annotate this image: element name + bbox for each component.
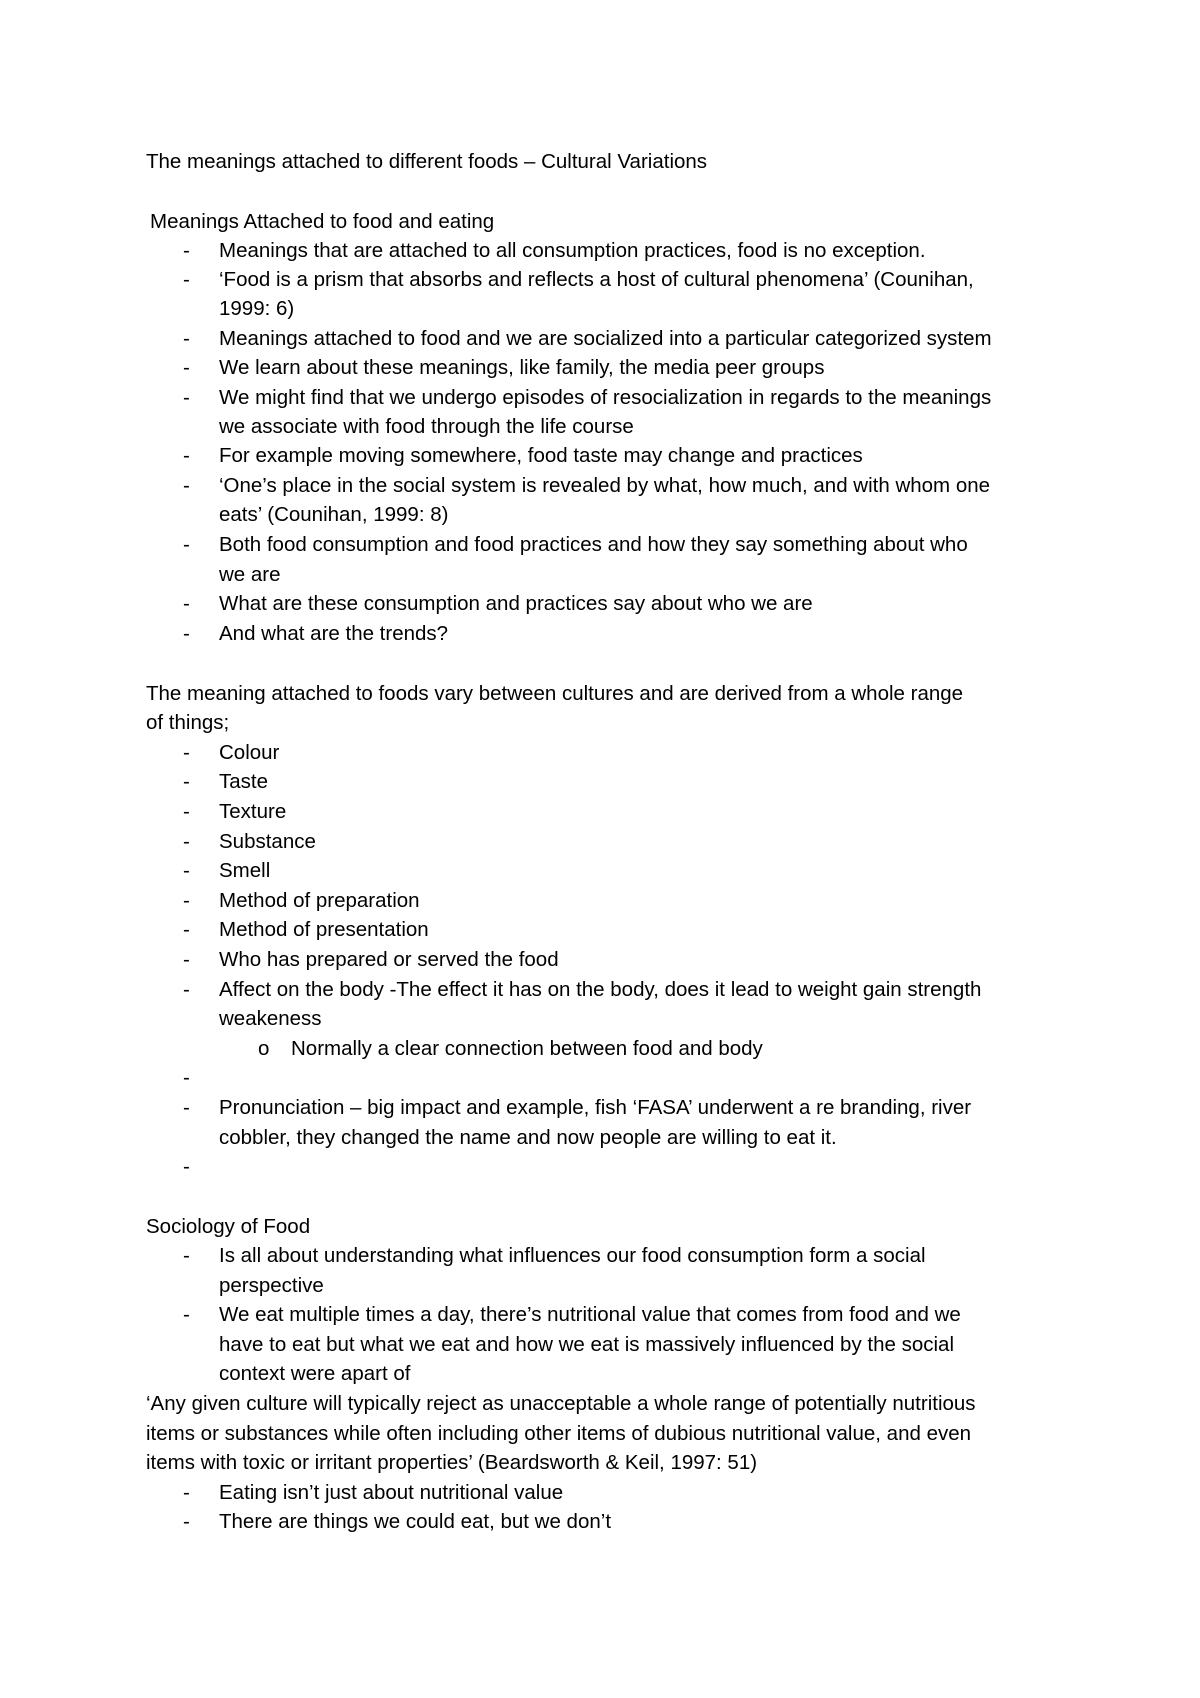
list-item-text: context were apart of <box>219 1362 411 1385</box>
dash-bullet: - <box>183 948 190 971</box>
dash-bullet: - <box>183 1155 190 1178</box>
list-item-text: For example moving somewhere, food taste may change and practices <box>219 444 863 467</box>
dash-bullet: - <box>183 830 190 853</box>
list-item-text: Pronunciation – big impact and example, fish ‘FASA’ underwent a re branding, river <box>219 1096 972 1119</box>
list-item-text: Smell <box>219 859 271 882</box>
list-item-text: Texture <box>219 800 287 823</box>
paragraph-line: of things; <box>146 711 230 734</box>
list-item-text: perspective <box>219 1274 324 1297</box>
list-item-text: 1999: 6) <box>219 297 295 320</box>
dash-bullet: - <box>183 800 190 823</box>
list-item-text: And what are the trends? <box>219 622 449 645</box>
dash-bullet: - <box>183 741 190 764</box>
dash-bullet: - <box>183 1096 190 1119</box>
list-item-text: Taste <box>219 770 268 793</box>
dash-bullet: - <box>183 1244 190 1267</box>
dash-bullet: - <box>183 386 190 409</box>
list-item-text: Method of presentation <box>219 918 429 941</box>
list-item-text: have to eat but what we eat and how we eat is massively influenced by the social <box>219 1333 955 1356</box>
list-item-text: Substance <box>219 830 316 853</box>
dash-bullet: - <box>183 533 190 556</box>
list-item-text: Who has prepared or served the food <box>219 948 559 971</box>
list-item-text: ‘Food is a prism that absorbs and reflects a host of cultural phenomena’ (Counihan, <box>219 268 974 291</box>
list-item-text: Method of preparation <box>219 889 420 912</box>
dash-bullet: - <box>183 444 190 467</box>
list-item-text: We learn about these meanings, like family, the media peer groups <box>219 356 825 379</box>
dash-bullet: - <box>183 268 190 291</box>
list-item-text: cobbler, they changed the name and now people are willing to eat it. <box>219 1126 837 1149</box>
dash-bullet: - <box>183 978 190 1001</box>
list-item-text: Is all about understanding what influences our food consumption form a social <box>219 1244 926 1267</box>
dash-bullet: - <box>183 327 190 350</box>
list-item-text: Meanings that are attached to all consumption practices, food is no exception. <box>219 239 926 262</box>
list-item-text: What are these consumption and practices say about who we are <box>219 592 813 615</box>
list-item-text: Meanings attached to food and we are socialized into a particular categorized system <box>219 327 992 350</box>
dash-bullet: - <box>183 622 190 645</box>
dash-bullet: - <box>183 239 190 262</box>
section-heading-sociology: Sociology of Food <box>146 1215 311 1238</box>
dash-bullet: - <box>183 1066 190 1089</box>
dash-bullet: - <box>183 474 190 497</box>
dash-bullet: - <box>183 1510 190 1533</box>
list-item-text: Both food consumption and food practices and how they say something about who <box>219 533 968 556</box>
dash-bullet: - <box>183 1303 190 1326</box>
list-item-text: we associate with food through the life course <box>219 415 634 438</box>
quote-line: items with toxic or irritant properties’ (Beardsworth & Keil, 1997: 51) <box>146 1451 758 1474</box>
list-item-text: We eat multiple times a day, there’s nutritional value that comes from food and we <box>219 1303 961 1326</box>
dash-bullet: - <box>183 356 190 379</box>
section-heading-meanings: Meanings Attached to food and eating <box>150 210 495 233</box>
list-item-text: Eating isn’t just about nutritional value <box>219 1481 564 1504</box>
dash-bullet: - <box>183 859 190 882</box>
list-item-text: ‘One’s place in the social system is revealed by what, how much, and with whom one <box>219 474 991 497</box>
list-item-text: There are things we could eat, but we don’t <box>219 1510 612 1533</box>
dash-bullet: - <box>183 918 190 941</box>
circle-bullet: o <box>258 1037 270 1060</box>
list-item-text: Colour <box>219 741 280 764</box>
quote-line: ‘Any given culture will typically reject as unacceptable a whole range of potentially nutritious <box>146 1392 976 1415</box>
quote-line: items or substances while often including other items of dubious nutritional value, and even <box>146 1422 972 1445</box>
paragraph-line: The meaning attached to foods vary between cultures and are derived from a whole range <box>146 682 964 705</box>
list-item-text: Affect on the body -The effect it has on the body, does it lead to weight gain strength <box>219 978 982 1001</box>
dash-bullet: - <box>183 770 190 793</box>
list-item-text: We might find that we undergo episodes of resocialization in regards to the meanings <box>219 386 992 409</box>
document-title: The meanings attached to different foods – Cultural Variations <box>146 150 708 173</box>
sub-list-item-text: Normally a clear connection between food and body <box>291 1037 763 1060</box>
list-item-text: eats’ (Counihan, 1999: 8) <box>219 503 449 526</box>
list-item-text: we are <box>219 563 281 586</box>
list-item-text: weakeness <box>219 1007 322 1030</box>
dash-bullet: - <box>183 1481 190 1504</box>
dash-bullet: - <box>183 889 190 912</box>
dash-bullet: - <box>183 592 190 615</box>
